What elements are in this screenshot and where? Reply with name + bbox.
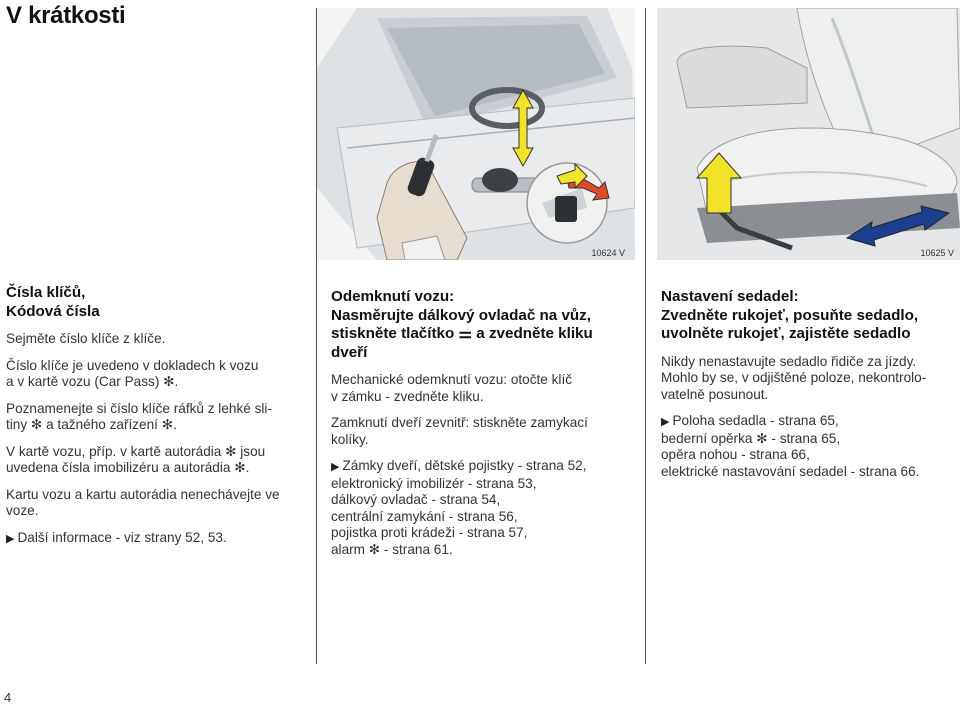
paragraph: Mechanické odemknutí vozu: otočte klíč v zámku - zvedněte kliku. (331, 372, 573, 404)
paragraph: Zamknutí dveří zevnitř: stiskněte zamykací kolíky. (331, 415, 588, 447)
paragraph: Kartu vozu a kartu autorádia nenechávejte ve voze. (6, 486, 280, 518)
figure-label: 10624 V (591, 248, 625, 258)
column-unlock-vehicle (331, 288, 636, 568)
paragraph: Poznamenejte si číslo klíče ráfků z lehké sli- tiny ✻ a tažného zařízení ✻. (6, 400, 272, 432)
paragraph: Sejměte číslo klíče z klíče. (6, 331, 166, 346)
page-number: 4 (4, 690, 12, 705)
seat-illustration (657, 8, 960, 260)
reference-arrow-icon: ▶ (6, 532, 15, 545)
column-divider-right (645, 8, 646, 664)
paragraph: Číslo klíče je uvedeno v dokladech k vozu a v kartě vozu (Car Pass) ✻. (6, 357, 259, 389)
page-title: V krátkosti (6, 2, 126, 29)
column-seat-adjustment (661, 288, 956, 490)
section-heading: Čísla klíčů, Kódová čísla (6, 284, 100, 320)
reference-paragraph: ▶ Další informace - viz strany 52, 53. (6, 529, 227, 545)
reference-arrow-icon: ▶ (331, 461, 340, 473)
car-door-illustration (317, 8, 635, 260)
column-key-numbers (6, 284, 306, 557)
section-heading: Nastavení sedadel: Zvedněte rukojeť, posuňte sedadlo, uvolněte rukojeť, zajistěte sedadlo (661, 288, 919, 342)
paragraph: Nikdy nenastavujte sedadlo řidiče za jízdy. Mohlo by se, v odjištěné poloze, nekontrolo- vatelně posunout. (661, 353, 927, 402)
figure-label: 10625 V (920, 248, 954, 258)
reference-paragraph: ▶ Zámky dveří, dětské pojistky - strana 52, elektronický imobilizér - strana 53, dálkový ovladač - strana 54, centrální zamykání - strana 56, pojistka proti krádeži - strana 57, alarm ✻ - strana 61. (331, 458, 587, 557)
reference-paragraph: ▶ Poloha sedadla - strana 65, bederní opěrka ✻ - strana 65, opěra nohou - strana 66, elektrické nastavování sedadel - strana 66. (661, 413, 920, 479)
section-heading: Odemknutí vozu: Nasměrujte dálkový ovladač na vůz, stiskněte tlačítko ⚌ a zvedněte kliku dveří (331, 288, 593, 361)
paragraph: V kartě vozu, příp. v kartě autorádia ✻ jsou uvedena čísla imobilizéru a autorádia ✻. (6, 443, 266, 475)
reference-arrow-icon: ▶ (661, 416, 670, 428)
